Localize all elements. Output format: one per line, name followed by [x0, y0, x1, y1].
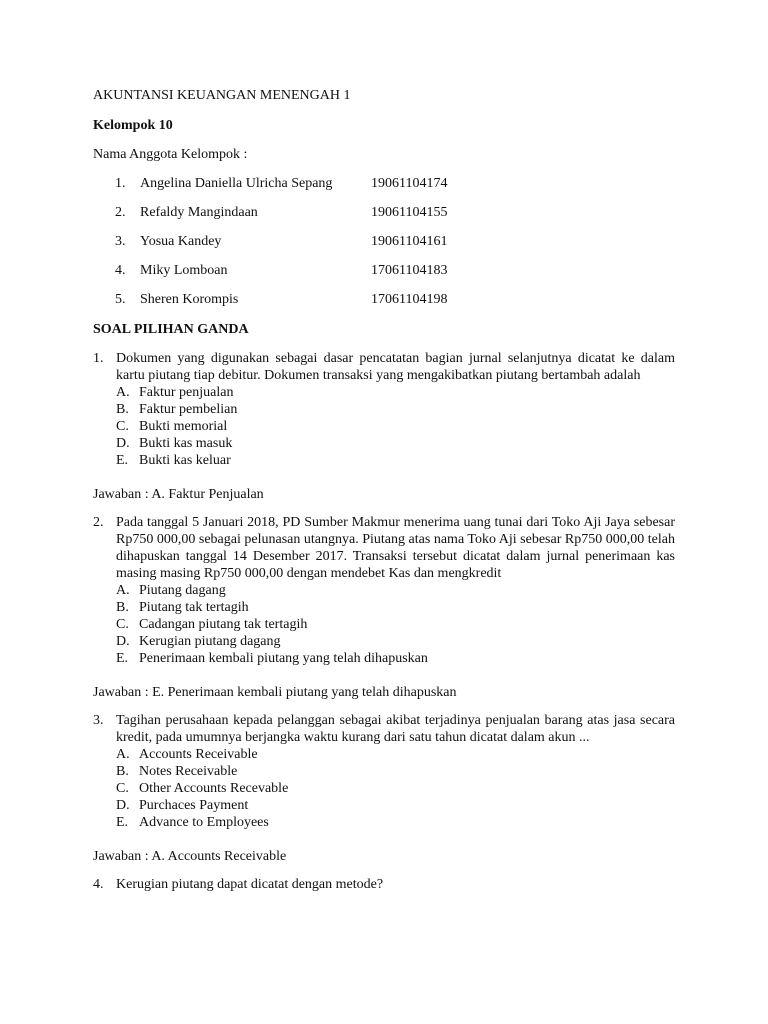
option-letter: B. — [116, 402, 129, 417]
member-id: 19061104155 — [371, 205, 448, 220]
option-text: Bukti memorial — [139, 419, 228, 434]
question-text: Kerugian piutang dapat dicatat dengan metode? — [116, 877, 384, 892]
option-item — [116, 746, 675, 763]
option-text: Piutang dagang — [139, 583, 226, 598]
member-number: 4. — [115, 263, 126, 278]
member-name: Angelina Daniella Ulricha Sepang — [140, 176, 333, 191]
option-letter: C. — [116, 617, 129, 632]
members-label: Nama Anggota Kelompok : — [93, 147, 248, 162]
section-title: SOAL PILIHAN GANDA — [93, 322, 249, 337]
option-list — [116, 746, 675, 831]
member-name: Refaldy Mangindaan — [140, 205, 258, 220]
option-item — [116, 435, 675, 452]
group-title: Kelompok 10 — [93, 118, 173, 133]
option-letter: D. — [116, 436, 130, 451]
member-id: 19061104174 — [371, 176, 448, 191]
member-item — [93, 261, 675, 281]
question-text: Tagihan perusahaan kepada pelanggan sebagai akibat terjadinya penjualan barang atas jasa secara kredit, pada umumnya berjangka waktu kurang dari satu tahun dicatat dalam akun ... — [116, 713, 675, 745]
answer-1: Jawaban : A. Faktur Penjualan — [93, 487, 264, 502]
question-number: 4. — [93, 877, 104, 892]
option-text: Penerimaan kembali piutang yang telah dihapuskan — [139, 651, 428, 666]
option-item — [116, 599, 675, 616]
option-item — [116, 780, 675, 797]
option-item — [116, 384, 675, 401]
option-list — [116, 582, 675, 667]
member-item — [93, 174, 675, 194]
member-id: 17061104183 — [371, 263, 448, 278]
member-id: 17061104198 — [371, 292, 448, 307]
option-text: Piutang tak tertagih — [139, 600, 249, 615]
member-name: Sheren Korompis — [140, 292, 239, 307]
option-text: Purchaces Payment — [139, 798, 249, 813]
option-letter: A. — [116, 747, 130, 762]
question-4 — [93, 876, 675, 893]
option-item — [116, 582, 675, 599]
option-letter: B. — [116, 764, 129, 779]
option-letter: C. — [116, 419, 129, 434]
option-text: Bukti kas keluar — [139, 453, 231, 468]
member-number: 2. — [115, 205, 126, 220]
question-2 — [93, 514, 675, 667]
member-number: 3. — [115, 234, 126, 249]
option-letter: E. — [116, 453, 129, 468]
answer-2: Jawaban : E. Penerimaan kembali piutang yang telah dihapuskan — [93, 685, 457, 700]
member-item — [93, 232, 675, 252]
option-item — [116, 418, 675, 435]
question-3 — [93, 712, 675, 831]
option-text: Faktur pembelian — [139, 402, 238, 417]
question-number: 2. — [93, 515, 104, 530]
option-item — [116, 763, 675, 780]
option-text: Accounts Receivable — [139, 747, 258, 762]
member-item — [93, 290, 675, 310]
option-letter: A. — [116, 385, 130, 400]
member-id: 19061104161 — [371, 234, 448, 249]
answer-3: Jawaban : A. Accounts Receivable — [93, 849, 287, 864]
question-1 — [93, 350, 675, 469]
member-item — [93, 203, 675, 223]
option-letter: C. — [116, 781, 129, 796]
option-text: Faktur penjualan — [139, 385, 234, 400]
member-list — [93, 174, 675, 310]
document-title: AKUNTANSI KEUANGAN MENENGAH 1 — [93, 88, 351, 103]
document-page — [93, 86, 675, 893]
question-number: 3. — [93, 713, 104, 728]
option-item — [116, 797, 675, 814]
option-text: Kerugian piutang dagang — [139, 634, 281, 649]
option-text: Cadangan piutang tak tertagih — [139, 617, 308, 632]
option-item — [116, 616, 675, 633]
option-item — [116, 633, 675, 650]
option-letter: B. — [116, 600, 129, 615]
member-number: 1. — [115, 176, 126, 191]
option-letter: E. — [116, 815, 129, 830]
question-text: Pada tanggal 5 Januari 2018, PD Sumber Makmur menerima uang tunai dari Toko Aji Jaya sebesar Rp750 000,00 sebagai pelunasan utangnya. Piutang atas nama Toko Aji sebesar Rp750 000,00 telah dihapuskan tanggal 14 Desember 2017. Transaksi tersebut dicatat dalam jurnal penerimaan kas masing masing Rp750 000,00 dengan mendebet Kas dan mengkredit — [116, 515, 675, 581]
option-list — [116, 384, 675, 469]
option-text: Notes Receivable — [139, 764, 238, 779]
option-item — [116, 650, 675, 667]
option-text: Bukti kas masuk — [139, 436, 233, 451]
option-item — [116, 401, 675, 418]
option-item — [116, 452, 675, 469]
option-letter: D. — [116, 634, 130, 649]
option-text: Other Accounts Recevable — [139, 781, 289, 796]
member-number: 5. — [115, 292, 126, 307]
question-number: 1. — [93, 351, 104, 366]
option-letter: D. — [116, 798, 130, 813]
option-letter: E. — [116, 651, 129, 666]
option-item — [116, 814, 675, 831]
option-letter: A. — [116, 583, 130, 598]
option-text: Advance to Employees — [139, 815, 269, 830]
member-name: Miky Lomboan — [140, 263, 228, 278]
question-text: Dokumen yang digunakan sebagai dasar pencatatan bagian jurnal selanjutnya dicatat ke dalam kartu piutang tiap debitur. Dokumen transaksi yang mengakibatkan piutang bertambah adalah — [116, 351, 675, 383]
member-name: Yosua Kandey — [140, 234, 222, 249]
